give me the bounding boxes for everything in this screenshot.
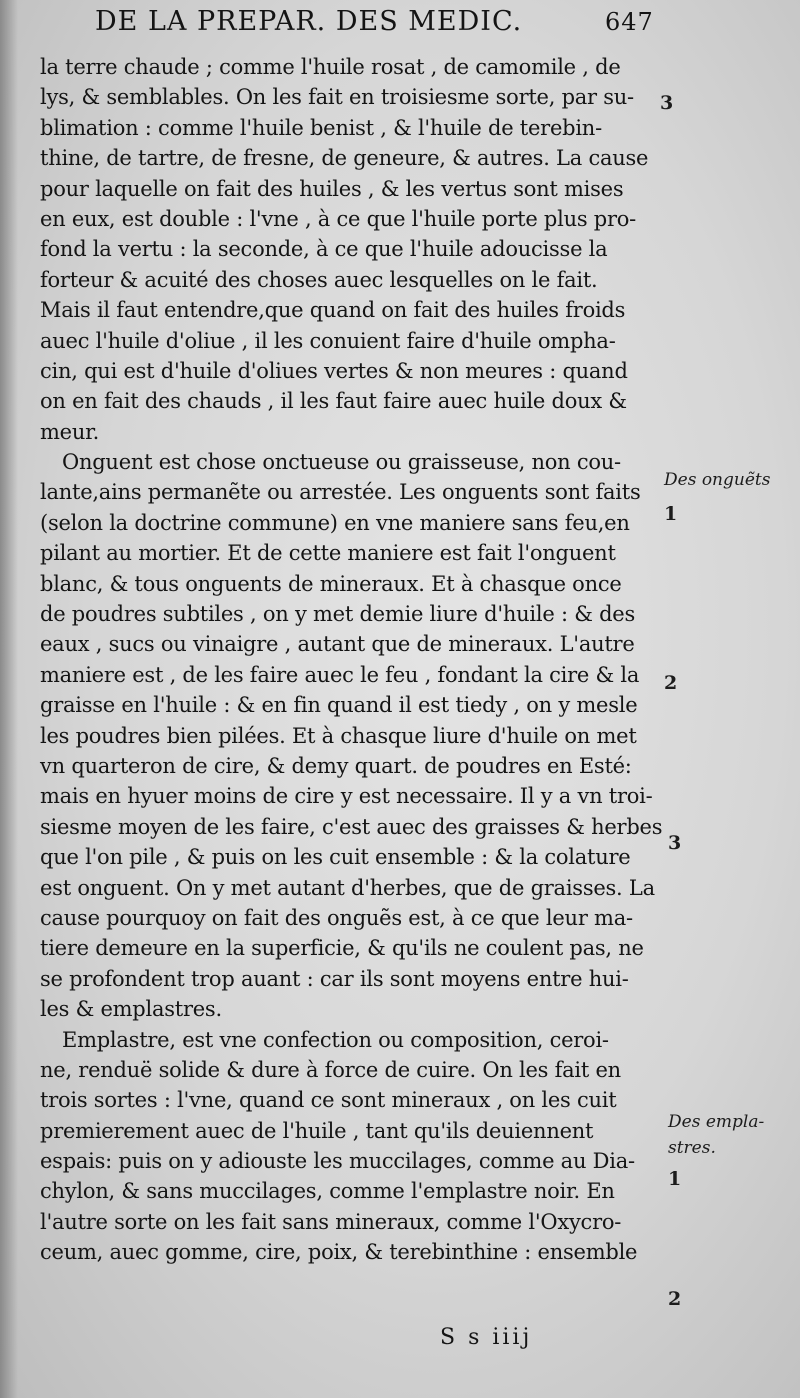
text-line: eaux , sucs ou vinaigre , autant que de mineraux. L'autre	[40, 632, 635, 657]
margin-note-emplastres: Des empla-	[668, 1112, 765, 1132]
text-line: pilant au mortier. Et de cette maniere est fait l'onguent	[40, 541, 616, 566]
text-line: Mais il faut entendre,que quand on fait des huiles froids	[40, 298, 626, 323]
text-line: que l'on pile , & puis on les cuit ensemble : & la colature	[40, 845, 631, 870]
text-line: mais en hyuer moins de cire y est necessaire. Il y a vn troi-	[40, 784, 653, 809]
text-line: les & emplastres.	[40, 997, 222, 1022]
text-line: chylon, & sans muccilages, comme l'emplastre noir. En	[40, 1179, 615, 1204]
text-line: fond la vertu : la seconde, à ce que l'huile adoucisse la	[40, 237, 608, 262]
text-line: lante,ains permanẽte ou arrestée. Les onguents sont faits	[40, 480, 641, 505]
text-line: cin, qui est d'huile d'oliues vertes & non meures : quand	[40, 358, 628, 383]
page-number: 647	[605, 8, 654, 36]
text-line: forteur & acuité des choses auec lesquelles on le fait.	[40, 267, 598, 292]
text-line: tiere demeure en la superficie, & qu'ils ne coulent pas, ne	[40, 936, 644, 961]
signature-mark: S s iiij	[440, 1325, 533, 1350]
margin-number: 2	[668, 1288, 682, 1310]
running-header	[95, 6, 655, 42]
text-line: (selon la doctrine commune) en vne maniere sans feu,en	[40, 510, 630, 535]
text-line: en eux, est double : l'vne , à ce que l'huile porte plus pro-	[40, 206, 637, 231]
text-line: ceum, auec gomme, cire, poix, & terebinthine : ensemble	[40, 1240, 638, 1265]
text-line: les poudres bien pilées. Et à chasque liure d'huile on met	[40, 723, 637, 748]
text-line: espais: puis on y adiouste les muccilages, comme au Dia-	[40, 1149, 635, 1174]
page-gutter-shadow	[0, 0, 18, 1398]
paragraph-start-onguent: Onguent est chose onctueuse ou graisseuse, non cou-	[62, 450, 621, 475]
text-line: auec l'huile d'oliue , il les conuient faire d'huile ompha-	[40, 328, 616, 353]
margin-number: 2	[664, 672, 678, 694]
text-line: cause pourquoy on fait des onguẽs est, à ce que leur ma-	[40, 905, 633, 930]
text-line: la terre chaude ; comme l'huile rosat , de camomile , de	[40, 55, 621, 79]
text-line: meur.	[40, 419, 100, 444]
margin-number: 1	[668, 1168, 682, 1190]
text-line: on en fait des chauds , il les faut faire auec huile doux &	[40, 389, 627, 414]
text-line: est onguent. On y met autant d'herbes, que de graisses. La	[40, 875, 655, 900]
text-line: lys, & semblables. On les fait en troisiesme sorte, par su-	[40, 85, 634, 110]
text-line: graisse en l'huile : & en fin quand il est tiedy , on y mesle	[40, 693, 638, 718]
running-title: DE LA PREPAR. DES MEDIC.	[95, 6, 523, 37]
paragraph-start-emplastre: Emplastre, est vne confection ou composition, ceroi-	[62, 1027, 609, 1052]
margin-number: 3	[660, 92, 674, 114]
text-line: siesme moyen de les faire, c'est auec des graisses & herbes	[40, 814, 663, 839]
text-line: pour laquelle on fait des huiles , & les vertus sont mises	[40, 176, 624, 201]
text-line: blimation : comme l'huile benist , & l'huile de terebin-	[40, 115, 602, 140]
text-line: ne, renduë solide & dure à force de cuire. On les fait en	[40, 1057, 621, 1082]
text-line: de poudres subtiles , on y met demie liure d'huile : & des	[40, 602, 635, 627]
text-line: l'autre sorte on les fait sans mineraux, comme l'Oxycro-	[40, 1209, 622, 1234]
text-line: maniere est , de les faire auec le feu , fondant la cire & la	[40, 662, 640, 687]
margin-number: 1	[664, 503, 678, 525]
text-line: thine, de tartre, de fresne, de geneure, & autres. La cause	[40, 146, 649, 171]
text-line: trois sortes : l'vne, quand ce sont mineraux , on les cuit	[40, 1088, 617, 1113]
margin-note-onguents: Des onguẽts	[664, 470, 771, 490]
margin-number: 3	[668, 832, 682, 854]
text-line: se profondent trop auant : car ils sont moyens entre hui-	[40, 966, 629, 991]
text-line: vn quarteron de cire, & demy quart. de poudres en Esté:	[40, 753, 632, 778]
text-line: blanc, & tous onguents de mineraux. Et à chasque once	[40, 571, 622, 596]
body-text	[40, 52, 665, 1268]
margin-note-emplastres-cont: stres.	[668, 1138, 716, 1158]
text-line: premierement auec de l'huile , tant qu'ils deuiennent	[40, 1118, 594, 1143]
